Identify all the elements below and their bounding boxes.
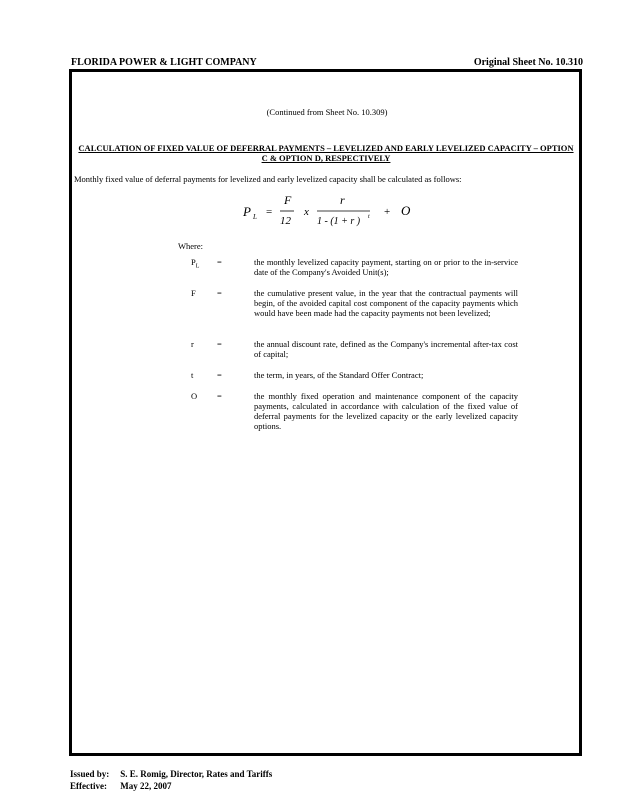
formula-den2-sup: t — [368, 214, 370, 220]
formula-lhs-sub: L — [253, 213, 257, 221]
formula-plus: + — [384, 206, 391, 218]
sheet-number: Original Sheet No. 10.310 — [473, 57, 583, 68]
where-label: Where: — [178, 241, 204, 251]
definition-equals: = — [217, 391, 222, 401]
section-title: CALCULATION OF FIXED VALUE OF DEFERRAL PAYMENTS – LEVELIZED AND EARLY LEVELIZED CAPACITY – OPTION C & OPTION D, RESPECTIVELY — [78, 143, 574, 163]
definition-equals: = — [217, 339, 222, 349]
formula-o: O — [401, 203, 411, 218]
formula-den2: 1 - (1 + r ) — [317, 216, 361, 227]
definition-equals: = — [217, 370, 222, 380]
definition-symbol: r — [191, 339, 194, 349]
definition-symbol: F — [191, 288, 196, 298]
formula-den1: 12 — [280, 215, 291, 227]
issued-by — [70, 769, 272, 779]
continued-note: (Continued from Sheet No. 10.309) — [266, 107, 388, 117]
definition-equals: = — [217, 288, 222, 298]
effective-value: May 22, 2007 — [120, 781, 172, 791]
formula-times: x — [304, 206, 309, 218]
definition-symbol: t — [191, 370, 194, 380]
formula-lhs: P — [243, 204, 251, 219]
effective-label: Effective: — [70, 781, 107, 791]
formula-num1: F — [284, 193, 292, 207]
definition-text: the term, in years, of the Standard Offer Contract; — [254, 370, 424, 380]
formula-eq: = — [266, 206, 273, 218]
definition-symbol: O — [191, 391, 198, 401]
definition-text: the annual discount rate, defined as the Company's incremental after-tax cost of capital; — [254, 339, 518, 359]
company-name: FLORIDA POWER & LIGHT COMPANY — [71, 57, 257, 68]
formula — [237, 191, 437, 236]
definition-text: the monthly levelized capacity payment, starting on or prior to the in-service date of the Company's Avoided Unit(s); — [254, 257, 518, 277]
definition-equals: = — [217, 257, 222, 267]
intro-text: Monthly fixed value of deferral payments for levelized and early levelized capacity shall be calculated as follows: — [74, 174, 462, 184]
definition-text: the cumulative present value, in the year that the contractual payments will begin, of the avoided capital cost component of the capacity payments which would have been made had the capacity payments not been levelized; — [254, 288, 518, 318]
issued-label: Issued by: — [70, 769, 110, 779]
definition-text: the monthly fixed operation and maintenance component of the capacity payments, calculated in accordance with calculation of the fixed value of deferral payments for the levelized capacity or the early levelized capacity options. — [254, 391, 518, 431]
issued-value: S. E. Romig, Director, Rates and Tariffs — [120, 769, 273, 779]
effective-date — [70, 781, 172, 791]
definition-symbol: $P_L$ — [191, 257, 200, 270]
formula-num2: r — [340, 193, 345, 207]
